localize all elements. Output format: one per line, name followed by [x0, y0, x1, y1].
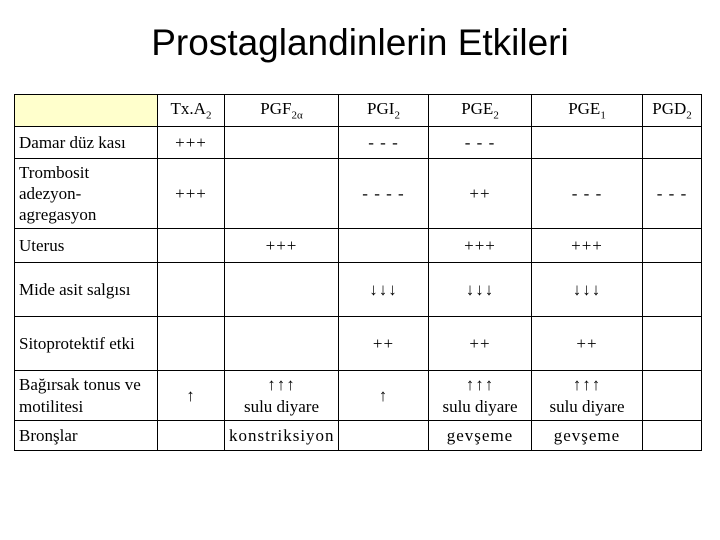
column-header-base: PGE — [461, 98, 494, 118]
effect-cell — [225, 371, 339, 421]
effect-cell — [643, 159, 702, 229]
effect-value: +++ — [175, 183, 207, 203]
effect-cell — [429, 263, 532, 317]
effect-cell — [429, 371, 532, 421]
table-row — [15, 229, 702, 263]
effect-cell — [225, 229, 339, 263]
effect-cell — [158, 263, 225, 317]
effect-cell — [225, 421, 339, 451]
effect-value: ↓↓↓ — [465, 279, 495, 299]
effect-cell — [339, 421, 429, 451]
effect-cell — [225, 127, 339, 159]
effect-value: gevşeme — [553, 425, 621, 445]
column-header — [532, 95, 643, 127]
table-row — [15, 127, 702, 159]
row-label: Trombosit adezyon-agregasyon — [15, 159, 158, 229]
effect-value: ↑↑↑ — [572, 375, 602, 395]
row-label: Uterus — [15, 229, 158, 263]
effect-value: +++ — [571, 235, 603, 255]
table-row — [15, 421, 702, 451]
column-header-base: PGF — [260, 98, 292, 118]
effect-value: +++ — [175, 132, 207, 152]
effect-cell — [158, 371, 225, 421]
effect-cell — [532, 229, 643, 263]
effect-cell — [158, 159, 225, 229]
column-header-subscript: 2α — [291, 109, 303, 122]
effect-cell — [158, 229, 225, 263]
effect-cell — [339, 263, 429, 317]
effect-note: sulu diyare — [549, 396, 625, 416]
column-header-subscript: 2 — [394, 109, 400, 122]
effect-cell — [158, 127, 225, 159]
column-header — [429, 95, 532, 127]
effect-value: - - - — [571, 183, 603, 203]
column-header — [158, 95, 225, 127]
column-header-subscript: 2 — [686, 109, 692, 122]
effect-cell — [429, 317, 532, 371]
effect-cell — [532, 263, 643, 317]
effect-cell — [532, 317, 643, 371]
effect-cell — [339, 317, 429, 371]
header-corner-cell — [15, 95, 158, 127]
effect-cell — [225, 317, 339, 371]
row-label: Sitoprotektif etki — [15, 317, 158, 371]
table-row — [15, 371, 702, 421]
effect-cell — [643, 371, 702, 421]
row-label: Damar düz kası — [15, 127, 158, 159]
column-header-base: PGI — [367, 98, 395, 118]
effect-note: sulu diyare — [442, 396, 518, 416]
column-header-base: Tx.A — [170, 98, 206, 118]
effect-value: ↓↓↓ — [369, 279, 398, 299]
effect-value: gevşeme — [446, 425, 514, 445]
effect-cell — [532, 159, 643, 229]
effect-value: ++ — [469, 183, 491, 203]
effect-value: ↑↑↑ — [267, 375, 296, 395]
page-title: Prostaglandinlerin Etkileri — [151, 22, 569, 63]
effect-value: +++ — [464, 235, 496, 255]
column-header-subscript: 2 — [205, 109, 212, 122]
table-row — [15, 263, 702, 317]
effect-cell — [429, 421, 532, 451]
column-header — [643, 95, 702, 127]
effect-value: - - - — [368, 132, 399, 152]
table-row — [15, 159, 702, 229]
row-label: Mide asit salgısı — [15, 263, 158, 317]
effect-value: - - - — [464, 132, 496, 152]
row-label: Bronşlar — [15, 421, 158, 451]
effect-cell — [643, 127, 702, 159]
effect-value: +++ — [265, 235, 298, 255]
effect-value: ++ — [469, 333, 491, 353]
effect-value: konstriksiyon — [229, 425, 335, 445]
effect-value: - - - - — [362, 183, 405, 203]
effect-cell — [643, 421, 702, 451]
effect-value: ↑ — [186, 385, 196, 405]
effect-cell — [339, 229, 429, 263]
effect-value: - - - — [656, 183, 688, 203]
column-header-subscript: 1 — [600, 109, 606, 122]
column-header-base: PGD — [652, 98, 687, 118]
effect-cell — [643, 229, 702, 263]
effect-value: ↑ — [378, 385, 389, 405]
effect-cell — [339, 371, 429, 421]
effect-cell — [339, 159, 429, 229]
effect-cell — [429, 127, 532, 159]
column-header — [225, 95, 339, 127]
effect-value: ↑↑↑ — [465, 375, 495, 395]
column-header — [339, 95, 429, 127]
prostaglandin-effects-table — [14, 94, 702, 451]
effect-cell — [158, 317, 225, 371]
effect-note: sulu diyare — [243, 396, 320, 416]
effect-cell — [225, 263, 339, 317]
effect-cell — [643, 317, 702, 371]
column-header-base: PGE — [568, 98, 601, 118]
effect-value: ↓↓↓ — [572, 279, 602, 299]
effect-value: ++ — [372, 333, 395, 353]
effect-cell — [643, 263, 702, 317]
header-row — [15, 95, 702, 127]
column-header-subscript: 2 — [493, 109, 499, 122]
effect-cell — [429, 159, 532, 229]
table-row — [15, 317, 702, 371]
effect-value: ++ — [576, 333, 598, 353]
effect-cell — [532, 371, 643, 421]
effect-cell — [339, 127, 429, 159]
effect-cell — [532, 421, 643, 451]
effect-cell — [532, 127, 643, 159]
effect-cell — [158, 421, 225, 451]
effect-cell — [225, 159, 339, 229]
effect-cell — [429, 229, 532, 263]
row-label: Bağırsak tonus ve motilitesi — [15, 371, 158, 421]
